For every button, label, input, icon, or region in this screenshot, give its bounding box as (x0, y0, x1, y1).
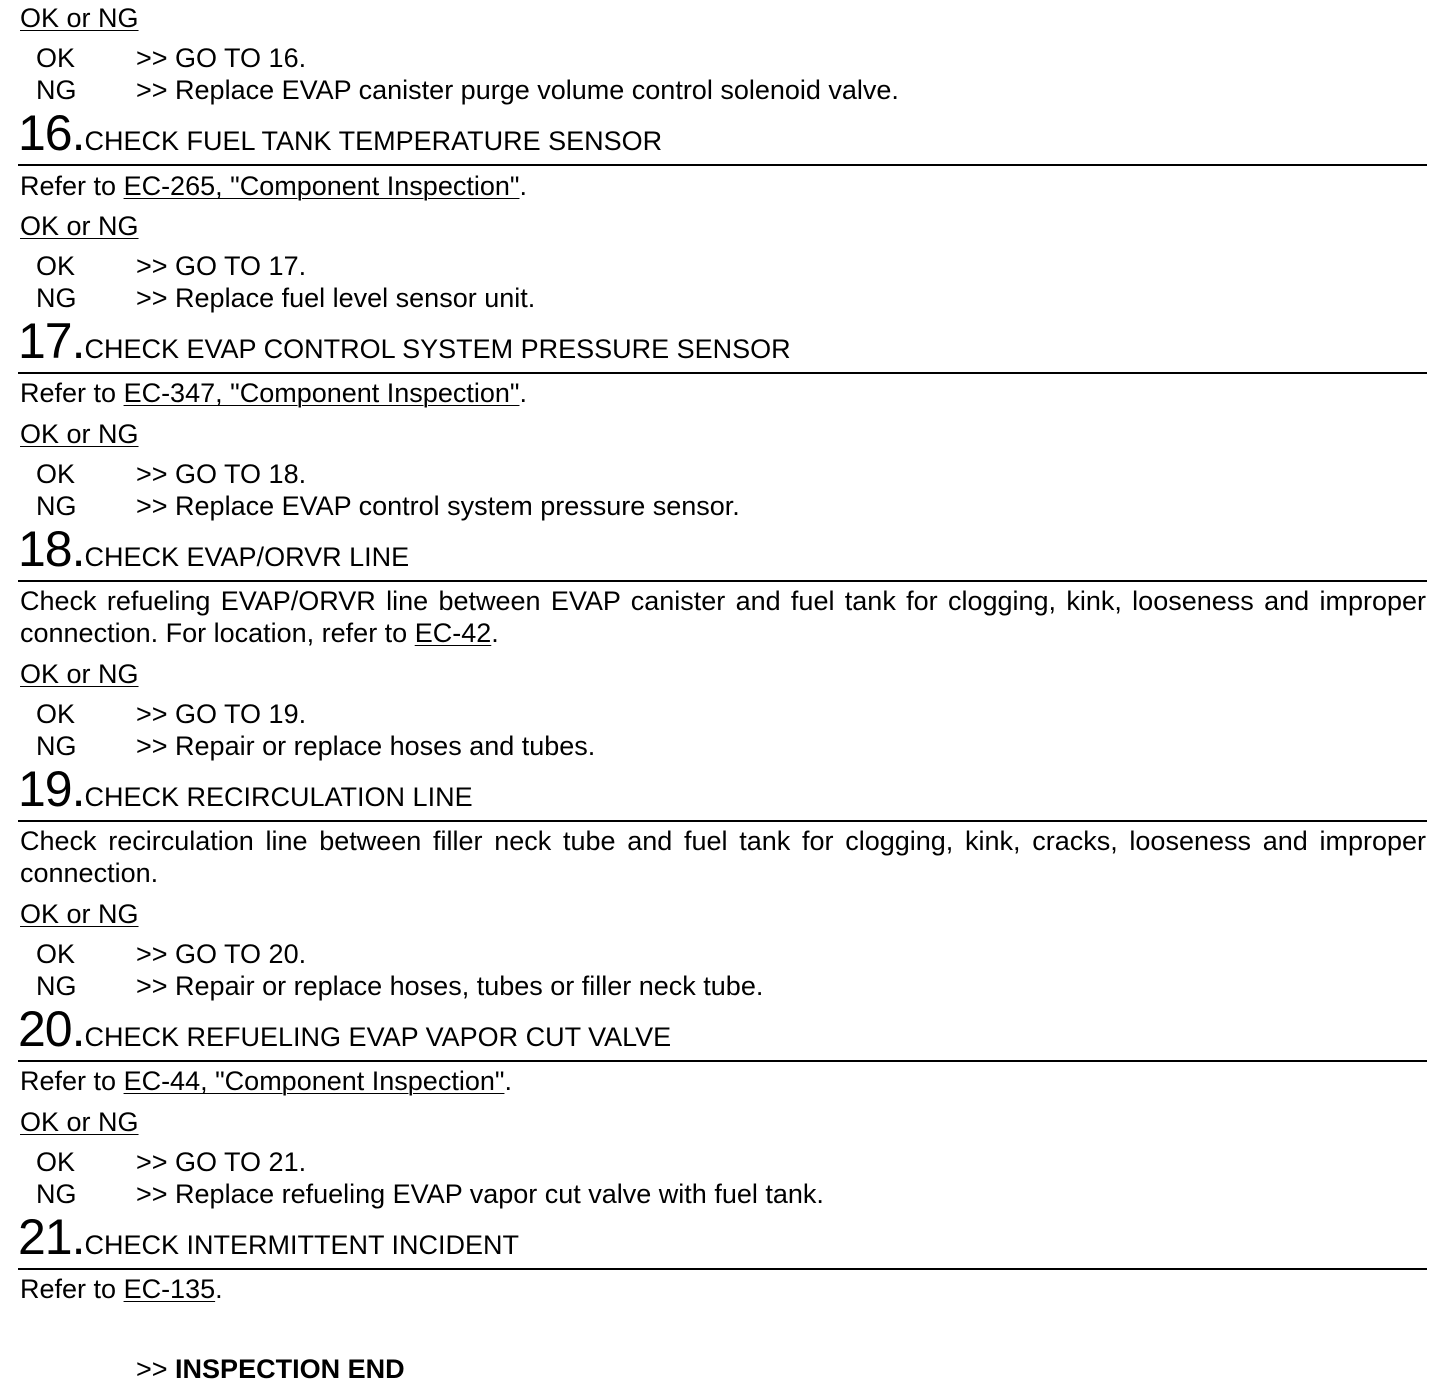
divider (18, 820, 1427, 822)
divider (18, 1060, 1427, 1062)
step-heading: 19.CHECK RECIRCULATION LINE (18, 761, 473, 817)
result-ok: OK >> GO TO 21. (36, 1147, 307, 1177)
ok-ng-label: OK or NG (20, 899, 139, 929)
step-heading: 20.CHECK REFUELING EVAP VAPOR CUT VALVE (18, 1001, 672, 1057)
step-heading: 16.CHECK FUEL TANK TEMPERATURE SENSOR (18, 105, 663, 161)
result-ng: NG >> Replace EVAP canister purge volume control solenoid valve. (36, 75, 899, 105)
step-description: Check recirculation line between filler neck tube and fuel tank for clogging, kink, cracks, looseness and improper connection. (20, 826, 1426, 888)
divider (18, 164, 1427, 166)
inspection-end: >> INSPECTION END (136, 1354, 405, 1384)
divider (18, 1268, 1427, 1270)
result-ok: OK >> GO TO 18. (36, 459, 307, 489)
reference-line: Refer to EC-265, "Component Inspection". (20, 171, 527, 201)
reference-line: Refer to EC-347, "Component Inspection". (20, 378, 527, 408)
result-ok: OK >> GO TO 16. (36, 43, 307, 73)
reference-link[interactable]: EC-347, "Component Inspection" (123, 378, 520, 408)
ok-ng-label: OK or NG (20, 659, 139, 689)
result-ok: OK >> GO TO 20. (36, 939, 307, 969)
result-ng: NG >> Replace EVAP control system pressure sensor. (36, 491, 740, 521)
location-link[interactable]: EC-42 (414, 618, 492, 648)
reference-link[interactable]: EC-135 (123, 1274, 216, 1304)
reference-line: Refer to EC-135. (20, 1274, 223, 1304)
result-ok: OK >> GO TO 19. (36, 699, 307, 729)
result-ng: NG >> Repair or replace hoses and tubes. (36, 731, 596, 761)
divider (18, 580, 1427, 582)
step-heading: 21.CHECK INTERMITTENT INCIDENT (18, 1209, 520, 1265)
result-ng: NG >> Replace refueling EVAP vapor cut valve with fuel tank. (36, 1179, 824, 1209)
reference-link[interactable]: EC-265, "Component Inspection" (123, 171, 520, 201)
result-ng: NG >> Replace fuel level sensor unit. (36, 283, 536, 313)
ok-ng-label: OK or NG (20, 3, 139, 33)
ok-ng-label: OK or NG (20, 211, 139, 241)
step-heading: 18.CHECK EVAP/ORVR LINE (18, 521, 410, 577)
result-ng: NG >> Repair or replace hoses, tubes or filler neck tube. (36, 971, 764, 1001)
reference-line: Refer to EC-44, "Component Inspection". (20, 1066, 512, 1096)
ok-ng-label: OK or NG (20, 419, 139, 449)
result-ok: OK >> GO TO 17. (36, 251, 307, 281)
step-heading: 17.CHECK EVAP CONTROL SYSTEM PRESSURE SENSOR (18, 313, 791, 369)
divider (18, 372, 1427, 374)
reference-link[interactable]: EC-44, "Component Inspection" (123, 1066, 505, 1096)
step-description: Check refueling EVAP/ORVR line between EVAP canister and fuel tank for clogging, kink, looseness and improper connection. For location, refer to EC-42. (20, 586, 1426, 648)
ok-ng-label: OK or NG (20, 1107, 139, 1137)
